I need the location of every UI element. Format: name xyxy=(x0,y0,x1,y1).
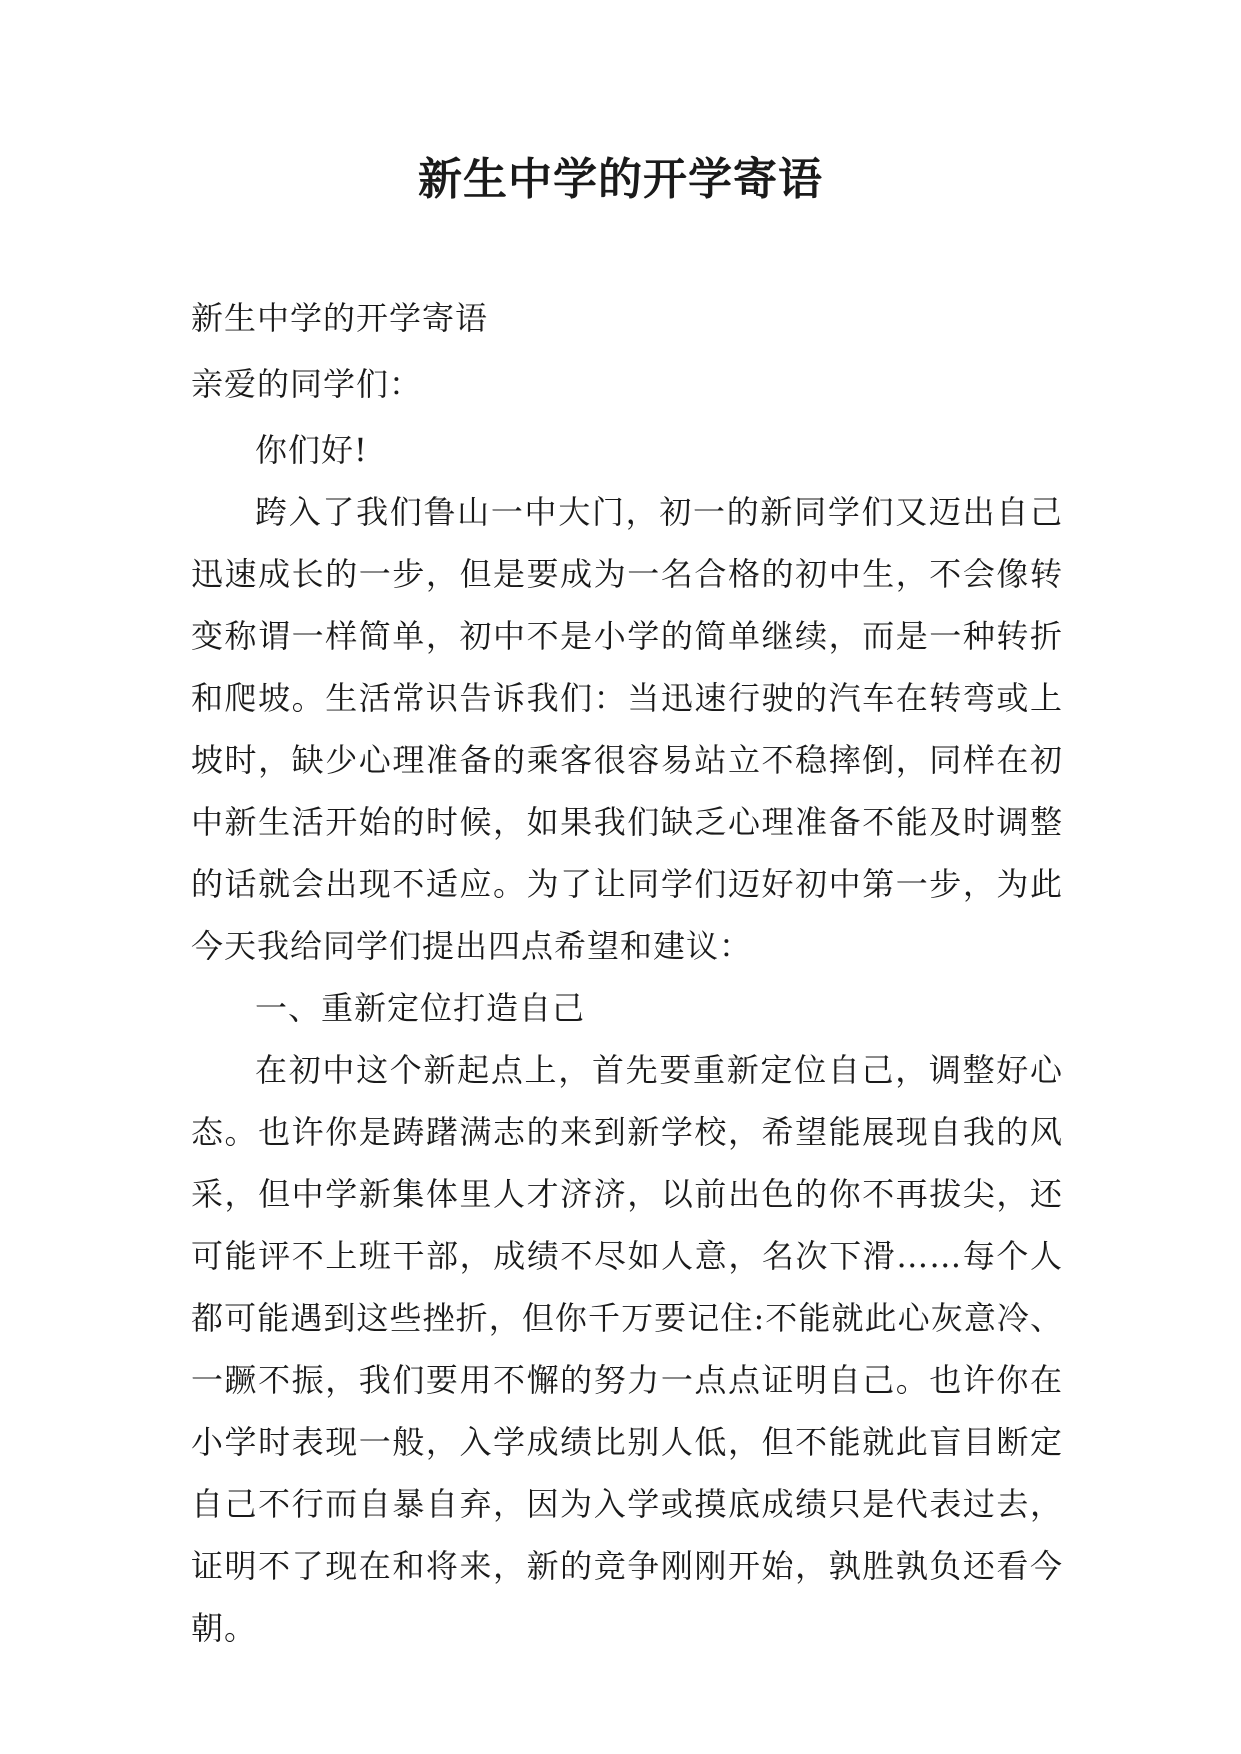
body-line: 可能评不上班干部，成绩不尽如人意，名次下滑……每个人 xyxy=(191,1237,1063,1275)
body-line: 跨入了我们鲁山一中大门，初一的新同学们又迈出自己 xyxy=(255,493,1063,531)
body-line: 都可能遇到这些挫折，但你千万要记住:不能就此心灰意冷、 xyxy=(191,1299,1063,1337)
body-line: 小学时表现一般，入学成绩比别人低，但不能就此盲目断定 xyxy=(191,1423,1063,1461)
body-line: 采，但中学新集体里人才济济，以前出色的你不再拔尖，还 xyxy=(191,1175,1063,1213)
body-line-subtitle: 新生中学的开学寄语 xyxy=(191,299,489,337)
body-line: 今天我给同学们提出四点希望和建议： xyxy=(191,927,753,965)
body-line: 在初中这个新起点上，首先要重新定位自己，调整好心 xyxy=(255,1051,1063,1089)
body-line: 中新生活开始的时候，如果我们缺乏心理准备不能及时调整 xyxy=(191,803,1063,841)
document-title: 新生中学的开学寄语 xyxy=(418,154,823,205)
body-line: 自己不行而自暴自弃，因为入学或摸底成绩只是代表过去， xyxy=(191,1485,1063,1523)
body-line: 一蹶不振，我们要用不懈的努力一点点证明自己。也许你在 xyxy=(191,1361,1063,1399)
body-line: 证明不了现在和将来，新的竞争刚刚开始，孰胜孰负还看今 xyxy=(191,1547,1063,1585)
body-line: 和爬坡。生活常识告诉我们：当迅速行驶的汽车在转弯或上 xyxy=(191,679,1063,717)
section-heading: 一、重新定位打造自己 xyxy=(255,989,586,1027)
body-line: 变称谓一样简单，初中不是小学的简单继续，而是一种转折 xyxy=(191,617,1063,655)
body-line-greeting: 你们好! xyxy=(255,431,368,469)
body-line: 态。也许你是踌躇满志的来到新学校，希望能展现自我的风 xyxy=(191,1113,1063,1151)
body-line: 朝。 xyxy=(191,1609,258,1647)
body-line: 迅速成长的一步，但是要成为一名合格的初中生，不会像转 xyxy=(191,555,1063,593)
body-line: 坡时，缺少心理准备的乘客很容易站立不稳摔倒，同样在初 xyxy=(191,741,1063,779)
body-line: 的话就会出现不适应。为了让同学们迈好初中第一步，为此 xyxy=(191,865,1063,903)
body-line-salutation: 亲爱的同学们： xyxy=(191,365,423,403)
document-body xyxy=(191,287,1063,1659)
